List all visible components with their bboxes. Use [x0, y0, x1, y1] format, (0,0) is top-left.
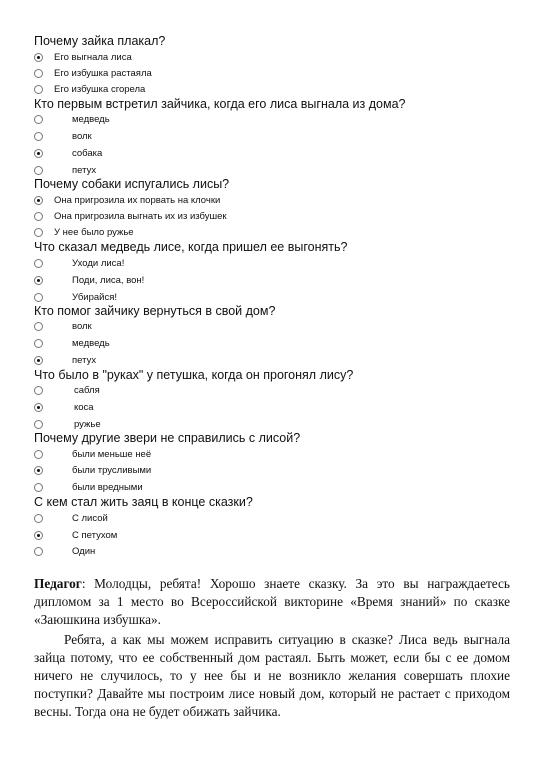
- radio-icon[interactable]: [34, 132, 43, 141]
- teacher-paragraph: [34, 575, 510, 629]
- radio-icon[interactable]: [34, 339, 43, 348]
- radio-icon[interactable]: [34, 420, 43, 429]
- radio-icon[interactable]: [34, 293, 43, 302]
- radio-icon[interactable]: [34, 322, 43, 331]
- question-6: Что было в "руках" у петушка, когда он прогонял лису?: [34, 368, 354, 382]
- radio-icon[interactable]: [34, 115, 43, 124]
- radio-icon[interactable]: [34, 259, 43, 268]
- radio-icon[interactable]: [34, 386, 43, 395]
- radio-icon[interactable]: [34, 547, 43, 556]
- story-paragraph: Ребята, а как мы можем исправить ситуацию в сказке? Лиса ведь выгнала зайца потому, что ее собственный дом растаял. Быть может, если бы с ее домом ничего не случилось, то у нее бы и не возникло желания совершать плохие поступки? Давайте мы построим лисе новый дом, который не растает с приходом весны. Тогда она не будет обижать зайчика.: [34, 632, 510, 719]
- question-3: Почему собаки испугались лисы?: [34, 177, 230, 191]
- radio-checked-icon[interactable]: [34, 149, 43, 158]
- radio-icon[interactable]: [34, 85, 43, 94]
- radio-icon[interactable]: [34, 483, 43, 492]
- teacher-paragraph-text: : Молодцы, ребята! Хорошо знаете сказку. За это вы награждаетесь дипломом за 1 место во Всероссийской викторине «Время знаний» по сказке «Заюшкина избушка».: [34, 576, 510, 627]
- question-4: Что сказал медведь лисе, когда пришел ее выгонять?: [34, 240, 348, 254]
- question-1: Почему зайка плакал?: [34, 34, 166, 48]
- radio-checked-icon[interactable]: [34, 276, 43, 285]
- radio-icon[interactable]: [34, 69, 43, 78]
- radio-icon[interactable]: [34, 514, 43, 523]
- radio-checked-icon[interactable]: [34, 466, 43, 475]
- radio-icon[interactable]: [34, 450, 43, 459]
- radio-checked-icon[interactable]: [34, 196, 43, 205]
- radio-icon[interactable]: [34, 228, 43, 237]
- question-8: С кем стал жить заяц в конце сказки?: [34, 495, 253, 509]
- radio-checked-icon[interactable]: [34, 403, 43, 412]
- question-2: Кто первым встретил зайчика, когда его лиса выгнала из дома?: [34, 97, 406, 111]
- radio-checked-icon[interactable]: [34, 356, 43, 365]
- radio-icon[interactable]: [34, 212, 43, 221]
- document-page: Почему зайка плакал? Его выгнала лиса Его избушка растаяла Его избушка сгорела Кто первым встретил зайчика, когда его лиса выгнала из дома? медведь волк собака петух Почему собаки испугались лисы? Она пригрозила их порвать на клочки Она пригрозила выгнать их из избушек У нее было ружье Что сказал медведь лисе, когда пришел ее выгонять? Уходи лиса! Поди, лиса, вон! Убирайся! Кто помог зайчику вернуться в свой дом? волк медведь петух Что было в "руках" у петушка, когда он прогонял лису? сабля коса ружье Почему другие звери не справились с лисой? были меньше неё были трусливыми были вредными С кем стал жить заяц в конце сказки? С лисой С петухом Один Педагог: Молодцы, ребята! Хорошо знаете сказку. За это вы награждаетесь дипломом за 1 место во Всероссийской викторине «Время знаний» по сказке «Заюшкина избушка». Ребята, а как мы можем исправить ситуацию в сказке? Лиса ведь выгнала зайца потому, что ее собственный дом растаял. Быть может, если бы с ее домом ничего не случилось, то у нее бы и не возникло желания совершать плохие поступки? Давайте мы построим лисе новый дом, который не растает с приходом весны. Тогда она не будет обижать зайчика.: [34, 34, 510, 719]
- speaker-label: Педагог: [34, 576, 82, 591]
- radio-checked-icon[interactable]: [34, 531, 43, 540]
- radio-icon[interactable]: [34, 166, 43, 175]
- radio-checked-icon[interactable]: [34, 53, 43, 62]
- question-7: Почему другие звери не справились с лисой?: [34, 431, 301, 445]
- question-5: Кто помог зайчику вернуться в свой дом?: [34, 304, 276, 318]
